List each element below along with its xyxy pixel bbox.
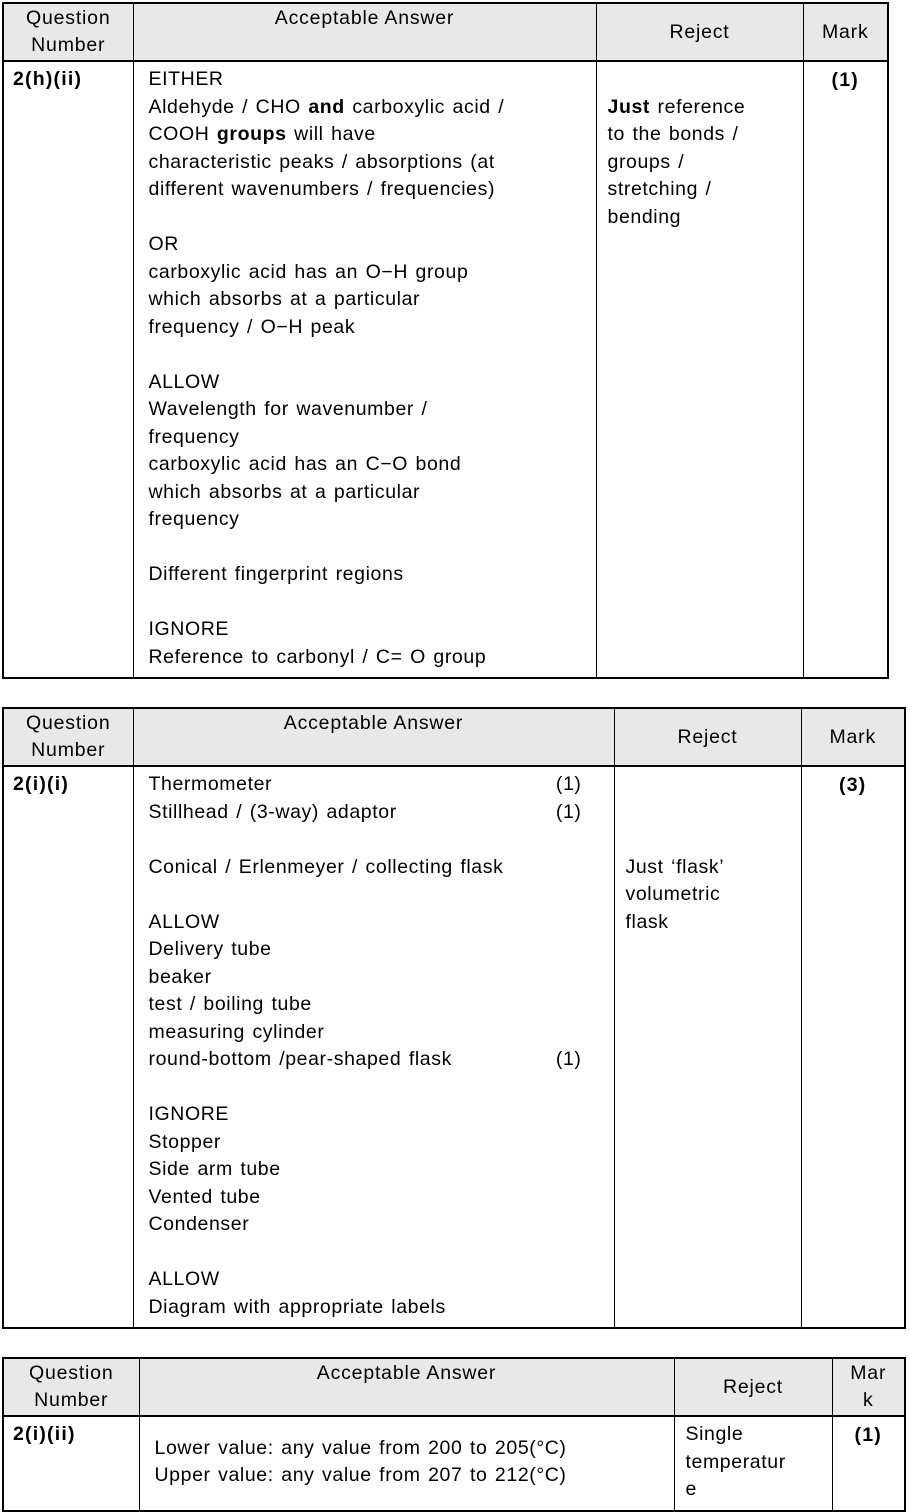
answer-line (134, 534, 596, 562)
text-segment: round-bottom /pear-shaped flask (148, 1048, 452, 1070)
column-header-reject (674, 1358, 832, 1416)
acceptable-answer-cell (133, 766, 614, 1328)
column-header-mark-label: Mark (850, 1362, 887, 1411)
reject-line (615, 799, 801, 827)
answer-line (134, 826, 614, 854)
answer-line (134, 341, 596, 369)
reject-line (597, 94, 803, 122)
column-header-acceptable-answer-label: Acceptable Answer (316, 1362, 497, 1384)
reject-line (615, 854, 801, 882)
answer-line (134, 176, 596, 204)
inline-mark-point: (1) (555, 1048, 582, 1070)
text-segment: temperatur (685, 1450, 786, 1473)
answer-line (134, 616, 596, 644)
answer-line (134, 259, 596, 287)
acceptable-answer-cell (133, 61, 596, 678)
column-header-reject-label: Reject (722, 1375, 784, 1398)
answer-line (134, 1294, 614, 1322)
column-header-question-number (3, 1358, 139, 1416)
column-header-mark (801, 708, 905, 766)
reject-cell (614, 766, 801, 1328)
text-segment: frequency (148, 425, 240, 448)
text-segment: frequency / O−H peak (148, 315, 356, 338)
bold-text-segment: Just (607, 95, 650, 118)
answer-line (140, 1462, 674, 1490)
table-row (3, 61, 888, 678)
column-header-acceptable-answer (133, 708, 614, 766)
reject-line (597, 149, 803, 177)
reject-line (675, 1476, 832, 1504)
header-row (3, 1358, 905, 1416)
reject-line (597, 66, 803, 94)
text-segment: Side arm tube (148, 1158, 281, 1180)
mark-value: (1) (854, 1424, 882, 1446)
text-segment: carboxylic acid / (344, 95, 505, 118)
markscheme-table (2, 2, 889, 679)
answer-line (134, 1184, 614, 1212)
inline-mark-point: (1) (555, 773, 582, 795)
answer-line (140, 1435, 674, 1463)
text-segment: measuring cylinder (148, 1020, 325, 1043)
answer-line (134, 369, 596, 397)
reject-line (675, 1449, 832, 1477)
bold-text-segment: groups (216, 123, 287, 145)
column-header-question-number (3, 708, 133, 766)
header-row (3, 708, 905, 766)
text-segment: COOH (148, 123, 217, 145)
acceptable-answer-cell (139, 1416, 674, 1511)
text-segment: which absorbs at a particular (148, 480, 421, 503)
text-segment: Upper value: any value from 207 to 212(°C) (154, 1464, 567, 1487)
table-row (3, 1416, 905, 1511)
markscheme-table (2, 1357, 906, 1512)
answer-line (134, 1211, 614, 1239)
column-header-mark-label: Mark (821, 20, 869, 43)
text-segment: Lower value: any value from 200 to 205(°C) (154, 1436, 567, 1459)
text-segment: ALLOW (148, 910, 220, 933)
answer-line (134, 479, 596, 507)
reject-cell (674, 1416, 832, 1511)
markscheme-table (2, 707, 906, 1329)
answer-line (134, 1266, 614, 1294)
text-segment: ALLOW (148, 1268, 220, 1290)
reject-line (615, 909, 801, 937)
mark-cell (803, 61, 888, 678)
text-segment: to the bonds / (607, 123, 739, 145)
text-segment: Aldehyde / CHO (148, 95, 309, 118)
text-segment: Stopper (148, 1130, 221, 1153)
mark-cell (801, 766, 905, 1328)
text-segment: different wavenumbers / frequencies) (148, 178, 496, 200)
column-header-acceptable-answer (139, 1358, 674, 1416)
column-header-mark-label: Mark (829, 725, 877, 748)
text-segment: Diagram with appropriate labels (148, 1295, 446, 1318)
mark-value: (3) (839, 774, 867, 796)
answer-line (134, 121, 596, 149)
text-segment: Vented tube (148, 1185, 261, 1208)
answer-line (134, 94, 596, 122)
column-header-mark (803, 3, 888, 61)
text-segment: will have (286, 123, 376, 145)
answer-line (134, 396, 596, 424)
column-header-question-number (3, 3, 133, 61)
column-header-acceptable-answer-label: Acceptable Answer (283, 712, 464, 734)
text-segment: which absorbs at a particular (148, 288, 421, 310)
text-segment: frequency (148, 508, 240, 530)
answer-line (134, 204, 596, 232)
column-header-reject-label: Reject (669, 20, 730, 43)
reject-line (597, 204, 803, 232)
answer-line (134, 506, 596, 534)
answer-line (134, 1074, 614, 1102)
text-segment: reference (650, 95, 746, 118)
column-header-mark (832, 1358, 905, 1416)
text-segment: Stillhead / (3-way) adaptor (148, 800, 397, 823)
question-number: 2(i)(ii) (13, 1423, 76, 1445)
text-segment: ALLOW (148, 370, 220, 393)
text-segment: volumetric (625, 883, 721, 905)
answer-line (134, 964, 614, 992)
answer-line (134, 1019, 614, 1047)
column-header-question-number-label: Question Number (26, 712, 111, 761)
header-row (3, 3, 888, 61)
reject-line (597, 121, 803, 149)
answer-line (134, 1101, 614, 1129)
answer-line (134, 854, 614, 882)
reject-line (615, 771, 801, 799)
answer-line (134, 231, 596, 259)
text-segment: Condenser (148, 1213, 250, 1235)
column-header-reject (614, 708, 801, 766)
text-segment: Reference to carbonyl / C= O group (148, 645, 487, 668)
answer-line (134, 881, 614, 909)
text-segment: e (685, 1478, 697, 1500)
text-segment: OR (148, 233, 179, 255)
answer-line (134, 1129, 614, 1157)
answer-line (134, 1046, 614, 1074)
text-segment: IGNORE (148, 1103, 230, 1125)
text-segment: characteristic peaks / absorptions (at (148, 150, 495, 173)
bold-text-segment: and (308, 95, 345, 118)
reject-line (675, 1421, 832, 1449)
column-header-acceptable-answer-label: Acceptable Answer (274, 7, 455, 29)
answer-line (134, 66, 596, 94)
text-segment: Wavelength for wavenumber / (148, 398, 428, 420)
table-row (3, 766, 905, 1328)
text-segment: Different fingerprint regions (148, 563, 404, 585)
column-header-reject-label: Reject (677, 725, 738, 748)
text-segment: Delivery tube (148, 938, 272, 960)
mark-value: (1) (831, 69, 859, 91)
reject-line (615, 881, 801, 909)
question-number-cell (3, 766, 133, 1328)
text-segment: beaker (148, 965, 212, 988)
answer-line (134, 149, 596, 177)
answer-line (134, 451, 596, 479)
reject-cell (596, 61, 803, 678)
reject-line (615, 826, 801, 854)
text-segment: groups / (607, 150, 685, 173)
text-segment: flask (625, 910, 669, 933)
answer-line (134, 589, 596, 617)
answer-line (134, 771, 614, 799)
column-header-reject (596, 3, 803, 61)
answer-line (134, 1239, 614, 1267)
answer-line (134, 799, 614, 827)
text-segment: Thermometer (148, 773, 273, 795)
question-number: 2(i)(i) (13, 773, 70, 795)
answer-line (134, 314, 596, 342)
question-number-cell (3, 61, 133, 678)
answer-line (134, 991, 614, 1019)
answer-line (134, 1156, 614, 1184)
text-segment: Conical / Erlenmeyer / collecting flask (148, 855, 504, 878)
text-segment: IGNORE (148, 618, 230, 640)
text-segment: carboxylic acid has an O−H group (148, 260, 469, 283)
text-segment: carboxylic acid has an C−O bond (148, 453, 462, 475)
answer-line (134, 909, 614, 937)
inline-mark-point: (1) (555, 800, 582, 823)
answer-line (134, 424, 596, 452)
column-header-question-number-label: Question Number (29, 1362, 114, 1411)
answer-line (134, 936, 614, 964)
question-number: 2(h)(ii) (13, 68, 83, 90)
text-segment: test / boiling tube (148, 993, 312, 1015)
text-segment: stretching / (607, 178, 712, 200)
answer-line (134, 644, 596, 672)
question-number-cell (3, 1416, 139, 1511)
mark-cell (832, 1416, 905, 1511)
column-header-acceptable-answer (133, 3, 596, 61)
text-segment: EITHER (148, 68, 224, 90)
text-segment: bending (607, 205, 682, 228)
reject-line (597, 176, 803, 204)
answer-line (134, 286, 596, 314)
text-segment: Single (685, 1423, 744, 1445)
column-header-question-number-label: Question Number (26, 7, 111, 56)
text-segment: Just ‘flask’ (625, 855, 725, 878)
answer-line (134, 561, 596, 589)
